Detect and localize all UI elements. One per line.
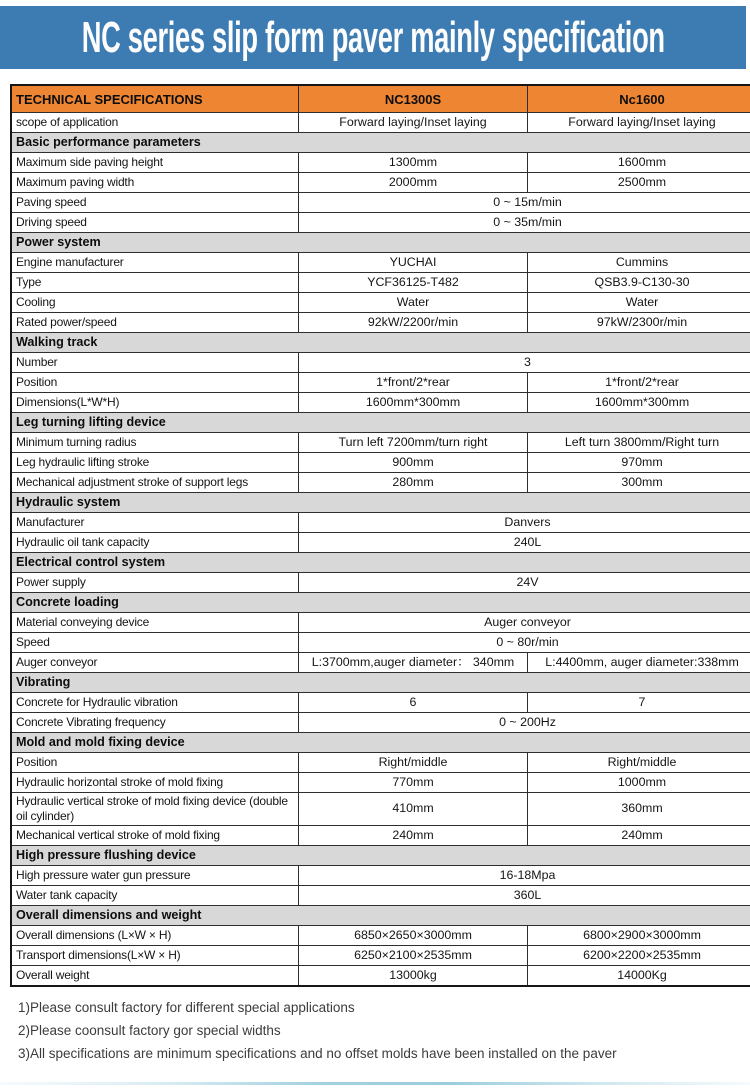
spec-value-span: 0 ~ 200Hz — [299, 713, 750, 733]
table-row — [11, 926, 750, 946]
spec-table-body — [11, 113, 750, 987]
section-row — [11, 493, 750, 513]
table-row — [11, 753, 750, 773]
spec-label: Power supply — [11, 573, 299, 593]
spec-value: Turn left 7200mm/turn right — [299, 433, 528, 453]
spec-label: Transport dimensions(L×W × H) — [11, 946, 299, 966]
section-row — [11, 906, 750, 926]
spec-value-span: 24V — [299, 573, 750, 593]
spec-value: 1600mm — [528, 153, 750, 173]
table-row — [11, 153, 750, 173]
spec-label: Concrete Vibrating frequency — [11, 713, 299, 733]
table-row — [11, 613, 750, 633]
spec-label: Mechanical vertical stroke of mold fixing — [11, 826, 299, 846]
table-row — [11, 513, 750, 533]
spec-label: Number — [11, 353, 299, 373]
spec-label: Paving speed — [11, 193, 299, 213]
table-row — [11, 773, 750, 793]
spec-value: 770mm — [299, 773, 528, 793]
spec-label: Hydraulic oil tank capacity — [11, 533, 299, 553]
spec-value: 6200×2200×2535mm — [528, 946, 750, 966]
table-row — [11, 373, 750, 393]
spec-value: L:4400mm, auger diameter:338mm — [528, 653, 750, 673]
spec-value: 1300mm — [299, 153, 528, 173]
section-title: Hydraulic system — [11, 493, 750, 513]
spec-value: 6 — [299, 693, 528, 713]
spec-label: Speed — [11, 633, 299, 653]
table-row — [11, 966, 750, 987]
spec-label: Maximum side paving height — [11, 153, 299, 173]
spec-label: Rated power/speed — [11, 313, 299, 333]
spec-value: 970mm — [528, 453, 750, 473]
table-row — [11, 793, 750, 826]
spec-value-span: 0 ~ 35m/min — [299, 213, 750, 233]
table-row — [11, 293, 750, 313]
spec-value: 410mm — [299, 793, 528, 826]
spec-value: 2500mm — [528, 173, 750, 193]
spec-value-span: 3 — [299, 353, 750, 373]
table-row — [11, 886, 750, 906]
spec-value: 1*front/2*rear — [299, 373, 528, 393]
table-row — [11, 826, 750, 846]
spec-table — [10, 84, 750, 987]
spec-label: Position — [11, 373, 299, 393]
spec-label: Water tank capacity — [11, 886, 299, 906]
spec-label: Mechanical adjustment stroke of support legs — [11, 473, 299, 493]
table-row — [11, 946, 750, 966]
spec-value: 6250×2100×2535mm — [299, 946, 528, 966]
table-row — [11, 273, 750, 293]
section-title: Basic performance parameters — [11, 133, 750, 153]
spec-label: Leg hydraulic lifting stroke — [11, 453, 299, 473]
spec-label: Driving speed — [11, 213, 299, 233]
footnote-1: 1)Please consult factory for different special applications — [18, 1000, 355, 1015]
table-row — [11, 253, 750, 273]
spec-label: Cooling — [11, 293, 299, 313]
section-title: Walking track — [11, 333, 750, 353]
spec-label: High pressure water gun pressure — [11, 866, 299, 886]
spec-value-span: 0 ~ 15m/min — [299, 193, 750, 213]
header-row — [11, 85, 750, 113]
spec-label: Position — [11, 753, 299, 773]
section-title: Electrical control system — [11, 553, 750, 573]
spec-label: Material conveying device — [11, 613, 299, 633]
spec-value: 14000Kg — [528, 966, 750, 987]
bottom-decorative-strip — [0, 1082, 750, 1085]
spec-label: Maximum paving width — [11, 173, 299, 193]
footnotes — [18, 1000, 738, 1069]
spec-label: Hydraulic vertical stroke of mold fixing device (double oil cylinder) — [11, 793, 299, 826]
spec-value: Water — [528, 293, 750, 313]
spec-label: Dimensions(L*W*H) — [11, 393, 299, 413]
table-row — [11, 713, 750, 733]
spec-value: Forward laying/Inset laying — [528, 113, 750, 133]
table-row — [11, 693, 750, 713]
footnote-2: 2)Please coonsult factory gor special widths — [18, 1023, 281, 1038]
table-row — [11, 173, 750, 193]
spec-value-span: Auger conveyor — [299, 613, 750, 633]
spec-value: 6800×2900×3000mm — [528, 926, 750, 946]
section-title: Leg turning lifting device — [11, 413, 750, 433]
spec-value: 6850×2650×3000mm — [299, 926, 528, 946]
spec-value: 92kW/2200r/min — [299, 313, 528, 333]
spec-value: Cummins — [528, 253, 750, 273]
spec-value: 280mm — [299, 473, 528, 493]
column-header-nc1600: Nc1600 — [528, 85, 750, 113]
spec-value: 1600mm*300mm — [299, 393, 528, 413]
spec-value: Left turn 3800mm/Right turn — [528, 433, 750, 453]
spec-value: QSB3.9-C130-30 — [528, 273, 750, 293]
spec-value: 240mm — [528, 826, 750, 846]
spec-value: 7 — [528, 693, 750, 713]
spec-value-span: 0 ~ 80r/min — [299, 633, 750, 653]
spec-value: YCF36125-T482 — [299, 273, 528, 293]
section-row — [11, 846, 750, 866]
spec-value: 300mm — [528, 473, 750, 493]
section-title: Overall dimensions and weight — [11, 906, 750, 926]
section-row — [11, 333, 750, 353]
spec-value-span: 360L — [299, 886, 750, 906]
spec-value: 1000mm — [528, 773, 750, 793]
section-row — [11, 133, 750, 153]
section-title: Mold and mold fixing device — [11, 733, 750, 753]
spec-value-span: 240L — [299, 533, 750, 553]
section-row — [11, 413, 750, 433]
spec-label: Type — [11, 273, 299, 293]
spec-value: Water — [299, 293, 528, 313]
table-row — [11, 193, 750, 213]
column-header-nc1300s: NC1300S — [299, 85, 528, 113]
section-row — [11, 233, 750, 253]
spec-value: 2000mm — [299, 173, 528, 193]
section-row — [11, 553, 750, 573]
spec-label: Manufacturer — [11, 513, 299, 533]
spec-value: Right/middle — [299, 753, 528, 773]
spec-label: Hydraulic horizontal stroke of mold fixing — [11, 773, 299, 793]
title-banner — [0, 6, 746, 69]
spec-value: 97kW/2300r/min — [528, 313, 750, 333]
section-title: Vibrating — [11, 673, 750, 693]
spec-label: scope of application — [11, 113, 299, 133]
spec-value-span: Danvers — [299, 513, 750, 533]
table-row — [11, 473, 750, 493]
table-row — [11, 573, 750, 593]
spec-value: Right/middle — [528, 753, 750, 773]
spec-value: 1600mm*300mm — [528, 393, 750, 413]
table-row — [11, 453, 750, 473]
column-header-technical-specifications: TECHNICAL SPECIFICATIONS — [11, 85, 299, 113]
section-title: Power system — [11, 233, 750, 253]
spec-label: Overall weight — [11, 966, 299, 987]
spec-value: 900mm — [299, 453, 528, 473]
spec-value-span: 16-18Mpa — [299, 866, 750, 886]
section-title: High pressure flushing device — [11, 846, 750, 866]
spec-value: 240mm — [299, 826, 528, 846]
page-title: NC series slip form paver mainly specification — [81, 12, 665, 62]
section-title: Concrete loading — [11, 593, 750, 613]
table-row — [11, 633, 750, 653]
spec-value: YUCHAI — [299, 253, 528, 273]
spec-label: Concrete for Hydraulic vibration — [11, 693, 299, 713]
table-row — [11, 866, 750, 886]
spec-label: Auger conveyor — [11, 653, 299, 673]
spec-label: Engine manufacturer — [11, 253, 299, 273]
spec-label: Overall dimensions (L×W × H) — [11, 926, 299, 946]
spec-value: 360mm — [528, 793, 750, 826]
table-row — [11, 533, 750, 553]
table-row — [11, 353, 750, 373]
table-row — [11, 113, 750, 133]
table-row — [11, 433, 750, 453]
table-row — [11, 213, 750, 233]
section-row — [11, 593, 750, 613]
spec-value: 1*front/2*rear — [528, 373, 750, 393]
table-row — [11, 393, 750, 413]
table-row — [11, 653, 750, 673]
spec-value: Forward laying/Inset laying — [299, 113, 528, 133]
section-row — [11, 733, 750, 753]
spec-value: 13000kg — [299, 966, 528, 987]
footnote-3: 3)All specifications are minimum specifications and no offset molds have been installed on the paver — [18, 1046, 617, 1061]
spec-value: L:3700mm,auger diameter： 340mm — [299, 653, 528, 673]
spec-label: Minimum turning radius — [11, 433, 299, 453]
section-row — [11, 673, 750, 693]
table-row — [11, 313, 750, 333]
